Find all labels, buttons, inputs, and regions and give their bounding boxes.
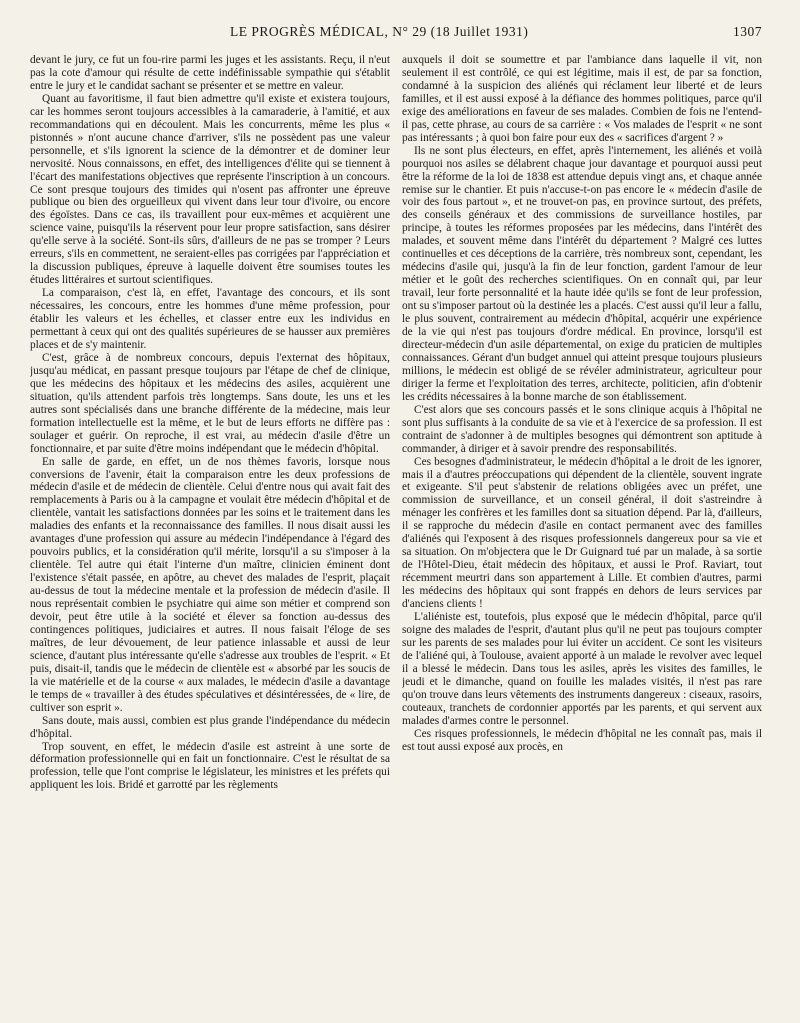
paragraph: En salle de garde, en effet, un de nos thèmes favoris, lorsque nous conversions de l'avenir, était la comparaison entre les deux professions de médecin d'asile et de médecin de clientèle. Celui d'entre nous qui avait fait des remplacements à Paris ou à la campagne et voulait être médecin d'hôpital et de clientèle, vantait les satisfactions données par les soins et le traitement dans les maladies des enfants et la reconnaissance des familles. Il nous disait aussi les avantages d'une profession qui assure au médecin l'indépendance à l'égard des pouvoirs publics, et la considération qu'il mérite, lorsqu'il a su s'imposer à la clientèle. Tel autre qui était l'interne d'un maître, clinicien éminent dont l'existence s'était passée, en apôtre, au chevet des malades de l'esprit, plaçait au-dessus de tout la médecine mentale et la profession de médecin d'asile. Il nous représentait combien le psychiatre qui aime son métier et comprend son devoir, peut être utile à la société et élever sa fonction au-dessus des contingences politiques, judiciaires et autres. Il nous faisait l'éloge de ses maîtres, de leur dévouement, de leur patience inlassable et aussi de leur science, d'autant plus intéressante qu'elle s'adresse aux troubles de l'esprit. « Et puis, disait-il, tandis que le médecin de clientèle est « absorbé par les soucis de la vie matérielle et de la course « aux malades, le médecin d'asile a davantage le temps de « travailler à des études spéculatives et désintéressées, de « lire, de cultiver son esprit ». <box>30 455 390 714</box>
paragraph: auxquels il doit se soumettre et par l'ambiance dans laquelle il vit, non seulement il est contrôlé, ce qui est légitime, mais il est, de par sa fonction, condamné à la suspicion des aliénés qui réclament leur liberté et de leurs familles, et il est aussi exposé à la défiance des hommes politiques, parce qu'il exige des améliorations en faveur de ses malades. Combien de fois ne l'entend-il pas, cette phrase, au cours de sa carrière : « Vos malades de l'esprit « ne sont pas intéressants ; à quoi bon faire pour eux des « sacrifices d'argent ? » <box>402 54 762 144</box>
paragraph: La comparaison, c'est là, en effet, l'avantage des concours, et ils sont nécessaires, les concours, entre les hommes d'une même profession, pour établir les valeurs et les échelles, et classer entre eux les individus en permettant à ceux qui ont des qualités supérieures de se hausser aux premières places et de s'y maintenir. <box>30 287 390 351</box>
paragraph: Trop souvent, en effet, le médecin d'asile est astreint à une sorte de déformation professionnelle qui en fait un fonctionnaire. C'est le résultat de sa profession, telle que l'ont comprise le législateur, les ministres et les préfets qui appliquent les lois. Bridé et garrotté par les règlements <box>30 740 390 792</box>
paragraph: Quant au favoritisme, il faut bien admettre qu'il existe et existera toujours, car les hommes seront toujours accessibles à la camaraderie, à l'amitié, et aux recommandations qui en découlent. Mais les concurrents, même les plus « pistonnés » n'ont aucune chance d'arriver, s'ils ne possèdent pas une valeur personnelle, et s'ils ignorent la science de la démontrer et de dominer leur nervosité. Nous connaissons, en effet, des intelligences d'élite qui se tiennent à l'écart des manifestations objectives que représente l'inscription à un concours. Ce sont presque toujours des timides qui n'osent pas affronter une épreuve publique ou bien des orgueilleux qui vivent dans leur tour d'ivoire, ou encore des égoïstes. Dans ce cas, ils travaillent pour eux-mêmes et acquièrent une science vaine, puisqu'ils la réservent pour leur propre satisfaction, sans désirer qu'elle serve à la société. Sont-ils sûrs, d'ailleurs de ne pas se tromper ? Leurs erreurs, s'ils en commettent, ne seraient-elles pas corrigées par l'appréciation et la discussion publiques, épreuve à laquelle doivent être soumises toutes les études littéraires et surtout scientifiques. <box>30 92 390 287</box>
page-number: 1307 <box>733 24 762 39</box>
paragraph: devant le jury, ce fut un fou-rire parmi les juges et les assistants. Reçu, il n'eut pas la cote d'amour qui résulte de cette indéfinissable sympathie qui s'établit entre le jury et le candidat sachant se présenter et se mettre en valeur. <box>30 54 390 92</box>
paragraph: Sans doute, mais aussi, combien est plus grande l'indépendance du médecin d'hôpital. <box>30 714 390 740</box>
paragraph: Ces besognes d'administrateur, le médecin d'hôpital a le droit de les ignorer, mais il a d'autres préoccupations qui dépendent de la clientèle, souvent ingrate et exigeante. S'il peut s'abstenir de relations obligées avec un préfet, une commission de surveillance, et un conseil général, il doit s'astreindre à ménager les confrères et les familles dont sa situation dépend. Par là, d'ailleurs, il se rapproche du médecin d'asile en contact permanent avec des familles d'aliénés qui l'exposent à des risques professionnels dangereux pour sa vie et sa situation. On m'objectera que le Dr Guignard tué par un malade, à sa sortie de l'Hôtel-Dieu, était médecin des hôpitaux, et aussi le Prof. Raviart, tout récemment meurtri dans son appartement à Lille. Et combien d'autres, parmi les médecins des hôpitaux qui sont frappés en dehors de leurs services par d'anciens clients ! <box>402 455 762 611</box>
paragraph: Ces risques professionnels, le médecin d'hôpital ne les connaît pas, mais il est tout aussi exposé aux procès, en <box>402 727 762 753</box>
journal-title: LE PROGRÈS MÉDICAL, N° 29 (18 Juillet 1931) <box>230 24 529 39</box>
text-columns <box>30 54 762 1017</box>
paragraph: Ils ne sont plus électeurs, en effet, après l'internement, les aliénés et voilà pourquoi nos asiles se délabrent chaque jour davantage et pourquoi aussi peut être la réforme de la loi de 1838 est attendue depuis vingt ans, et chaque année remise sur le chantier. Et puis n'accuse-t-on pas encore le « médecin d'asile de voir des fous partout », et ne trouvet-on pas, en province surtout, des préfets, des conseils généraux et des commissions de surveillance hostiles, par principe, à toutes les réformes proposées par les médecins, dans l'intérêt des malades, et souvent même dans l'intérêt du département ? Malgré ces luttes continuelles et ces déceptions de la carrière, très nombreux sont, cependant, les médecins d'asile qui, jusqu'à la fin de leur fonction, gardent l'amour de leur métier et le goût des recherches scientifiques. On en connaît qui, par leur travail, leur forte personnalité et la haute idée qu'ils se font de leur profession, ont su s'imposer partout où la destinée les a placés. C'est aussi qu'il leur a fallu, le plus souvent, contrairement au médecin d'hôpital, acquérir une expérience de la vie qui n'est pas toujours d'ordre médical. En province, lorsqu'il est directeur-médecin d'un asile départemental, on exige du praticien de multiples connaissances. Gérant d'un budget annuel qui atteint presque toujours plusieurs millions, le médecin est obligé de se révéler administrateur, agriculteur pour diriger la ferme et l'exploitation des terres, architecte, politicien, afin d'obtenir les crédits nécessaires à la bonne marche de son établissement. <box>402 144 762 403</box>
left-column <box>30 54 390 1017</box>
right-column <box>402 54 762 1017</box>
paragraph: C'est alors que ses concours passés et le sons clinique acquis à l'hôpital ne sont plus suffisants à la conduite de sa vie et à l'exercice de sa profession. Il est contraint de s'adonner à de multiples besognes qui démontrent son aptitude à commander, à diriger et à savoir prendre des responsabilités. <box>402 403 762 455</box>
paragraph: L'aliéniste est, toutefois, plus exposé que le médecin d'hôpital, parce qu'il soigne des malades de l'esprit, d'autant plus qu'il ne peut pas toujours compter sur les parents de ses malades pour lui éviter un accident. Ce sont les visiteurs de l'aliéné qui, à Toulouse, avaient apporté à un malade le revolver avec lequel il a blessé le médecin. Dans tous les asiles, après les visites des familles, le jeudi et le dimanche, quand on fouille les malades visités, il n'est pas rare qu'on trouve dans leurs vêtements des instruments dangereux : ciseaux, rasoirs, couteaux, tranchets de cordonnier apportés par les parents, et qui servent aux malades d'armes contre le personnel. <box>402 610 762 727</box>
paragraph: C'est, grâce à de nombreux concours, depuis l'externat des hôpitaux, jusqu'au médicat, en passant presque toujours par l'étape de chef de clinique, que les médecins des hôpitaux et les médecins des asiles, acquièrent une situation, qu'ils attendent parfois très longtemps. Sans doute, les uns et les autres sont spécialisés dans une branche différente de la médecine, mais leur formation intellectuelle est la même, et le but de leurs efforts ne diffère pas : soulager et guérir. On reproche, il est vrai, au médecin d'asile d'être un fonctionnaire, et par suite d'être moins indépendant que le médecin d'hôpital. <box>30 351 390 455</box>
running-header <box>30 18 762 44</box>
